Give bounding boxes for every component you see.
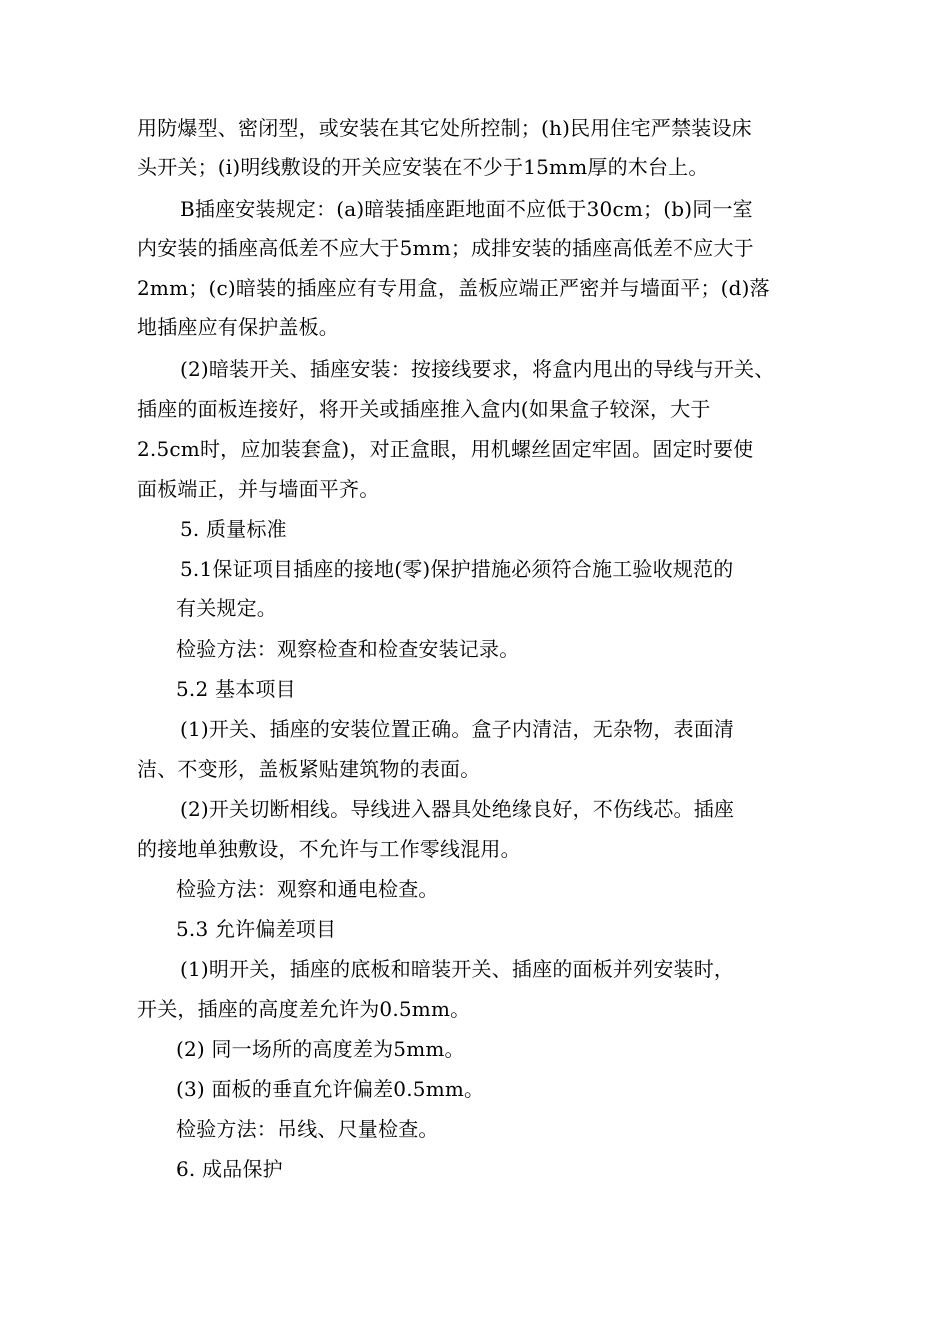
text-line: 地插座应有保护盖板。 xyxy=(137,315,339,339)
text-line: 的接地单独敷设，不允许与工作零线混用。 xyxy=(137,837,521,861)
text-line: 检验方法：观察和通电检查。 xyxy=(176,877,439,901)
text-line: 洁、不变形，盖板紧贴建筑物的表面。 xyxy=(137,757,481,781)
subsection-heading: 5.3 允许偏差项目 xyxy=(176,917,337,941)
section-heading: 6. 成品保护 xyxy=(176,1157,283,1181)
text-line: 开关，插座的高度差允许为0.5mm。 xyxy=(137,997,471,1021)
text-line: 5.1保证项目插座的接地(零)保护措施必须符合施工验收规范的 xyxy=(180,557,734,581)
text-line: 用防爆型、密闭型，或安装在其它处所控制；(h)民用住宅严禁装设床 xyxy=(137,116,752,140)
text-line: (2)暗装开关、插座安装：按接线要求，将盒内甩出的导线与开关、 xyxy=(180,357,775,381)
text-line: 内安装的插座高低差不应大于5mm；成排安装的插座高低差不应大于 xyxy=(137,236,754,260)
section-heading: 5. 质量标准 xyxy=(180,517,287,541)
text-line: B插座安装规定：(a)暗装插座距地面不应低于30cm；(b)同一室 xyxy=(180,197,753,221)
text-line: 2mm；(c)暗装的插座应有专用盒，盖板应端正严密并与墙面平；(d)落 xyxy=(137,276,770,300)
text-line: 检验方法：吊线、尺量检查。 xyxy=(176,1117,439,1141)
text-line: (1)明开关，插座的底板和暗装开关、插座的面板并列安装时， xyxy=(180,957,735,981)
text-line: 头开关；(i)明线敷设的开关应安装在不少于15mm厚的木台上。 xyxy=(137,155,709,179)
text-line: 插座的面板连接好，将开关或插座推入盒内(如果盒子较深，大于 xyxy=(137,397,711,421)
text-line: 有关规定。 xyxy=(176,596,277,620)
text-line: 检验方法：观察检查和检查安装记录。 xyxy=(176,637,520,661)
text-line: 2.5cm时，应加装套盒)，对正盒眼，用机螺丝固定牢固。固定时要使 xyxy=(137,437,754,461)
subsection-heading: 5.2 基本项目 xyxy=(176,677,296,701)
text-line: (1)开关、插座的安装位置正确。盒子内清洁，无杂物，表面清 xyxy=(180,717,735,741)
text-line: (2)开关切断相线。导线进入器具处绝缘良好，不伤线芯。插座 xyxy=(180,797,735,821)
text-line: (3) 面板的垂直允许偏差0.5mm。 xyxy=(176,1077,485,1101)
text-line: (2) 同一场所的高度差为5mm。 xyxy=(176,1037,465,1061)
text-line: 面板端正，并与墙面平齐。 xyxy=(137,477,380,501)
